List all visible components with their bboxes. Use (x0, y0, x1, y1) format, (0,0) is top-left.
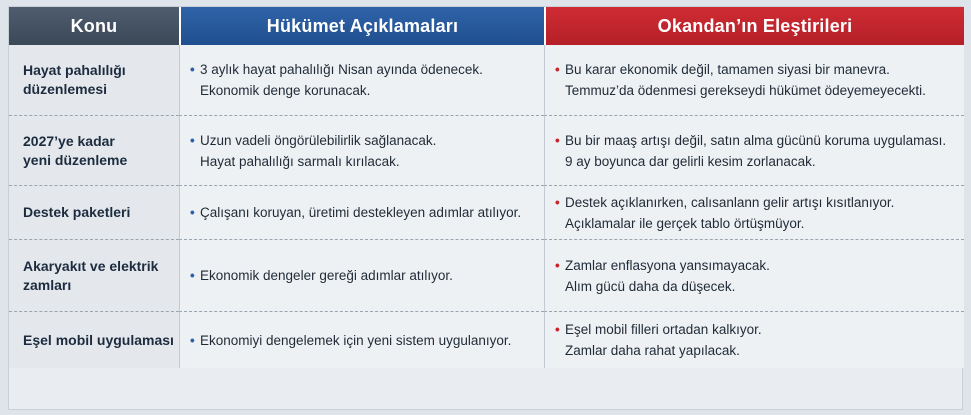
criticism-text: Zamlar enflasyona yansımayacak. (565, 257, 770, 273)
statement-text: Uzun vadeli öngörülebilirlik sağlanacak. (200, 132, 437, 148)
criticism-line (555, 255, 964, 276)
statement-line (190, 330, 544, 351)
topic-line: düzenlemesi (23, 81, 108, 97)
header-government: Hükümet Açıklamaları (179, 7, 544, 45)
row-4-opposition (544, 239, 964, 311)
criticism-line: Alım gücü daha da düşecek. (565, 278, 736, 294)
row-1-government (179, 45, 544, 115)
criticism-line (555, 192, 964, 213)
criticism-text: Destek açıklanırken, calısanlann gelir artışı kısıtlanıyor. (565, 194, 895, 210)
row-3-government (179, 185, 544, 239)
statement-text: Ekonomik dengeler gereği adımlar atılıyor. (200, 268, 453, 283)
row-5-opposition (544, 311, 964, 368)
topic-line: zamları (23, 276, 72, 293)
criticism-line (555, 319, 964, 340)
bullet-icon: • (555, 257, 560, 273)
bullet-icon: • (190, 268, 195, 283)
row-5-government (179, 311, 544, 368)
criticism-line: Temmuz’da ödenmesi gerekseydi hükümet ödeyemeyecekti. (565, 83, 926, 98)
statement-text: 3 aylık hayat pahalılığı Nisan ayında ödenecek. (200, 62, 483, 77)
criticism-line: 9 ay boyunca dar gelirli kesim zorlanacak. (565, 153, 816, 169)
comparison-table (8, 6, 963, 410)
statement-line (190, 130, 544, 151)
topic-line: Destek paketleri (23, 204, 131, 220)
topic-line: Hayat pahalılığı (23, 62, 126, 78)
topic-line: 2027’ye kadar (23, 132, 115, 149)
bullet-icon: • (555, 322, 560, 337)
row-3-topic (9, 185, 179, 239)
statement-text: Çalışanı koruyan, üretimi destekleyen adımlar atılıyor. (200, 205, 522, 220)
row-2-topic (9, 115, 179, 185)
criticism-line (555, 59, 964, 80)
topic-line: Akaryakıt ve elektrik (23, 257, 159, 274)
bullet-icon: • (190, 62, 195, 77)
bullet-icon: • (190, 205, 195, 220)
bullet-icon: • (190, 132, 195, 148)
statement-line (190, 59, 544, 80)
statement-text: Ekonomiyi dengelemek için yeni sistem uygulanıyor. (200, 332, 512, 348)
statement-line (190, 265, 544, 286)
row-4-topic (9, 239, 179, 311)
criticism-line: Zamlar daha rahat yapılacak. (565, 343, 740, 358)
criticism-text: Eşel mobil filleri ortadan kalkıyor. (565, 322, 762, 337)
criticism-text: Bu karar ekonomik değil, tamamen siyasi bir manevra. (565, 62, 890, 77)
bullet-icon: • (555, 62, 560, 77)
bullet-icon: • (555, 194, 560, 210)
criticism-line: Açıklamalar ile gerçek tablo örtüşmüyor. (565, 215, 805, 231)
criticism-line (555, 130, 964, 151)
header-opposition: Okandan’ın Eleştirileri (544, 7, 964, 45)
statement-line: Ekonomik denge korunacak. (200, 83, 371, 98)
row-1-topic (9, 45, 179, 115)
statement-line (190, 202, 544, 223)
criticism-text: Bu bir maaş artışı değil, satın alma gücünü koruma uygulaması. (565, 132, 947, 148)
topic-line: Eşel mobil uygulaması (23, 331, 174, 348)
bullet-icon: • (190, 332, 195, 348)
row-2-opposition (544, 115, 964, 185)
row-5-topic (9, 311, 179, 368)
topic-line: yeni düzenleme (23, 151, 128, 168)
row-2-government (179, 115, 544, 185)
header-topic: Konu (9, 7, 179, 45)
statement-line: Hayat pahalılığı sarmalı kırılacak. (200, 153, 400, 169)
bullet-icon: • (555, 132, 560, 148)
row-1-opposition (544, 45, 964, 115)
row-4-government (179, 239, 544, 311)
row-3-opposition (544, 185, 964, 239)
